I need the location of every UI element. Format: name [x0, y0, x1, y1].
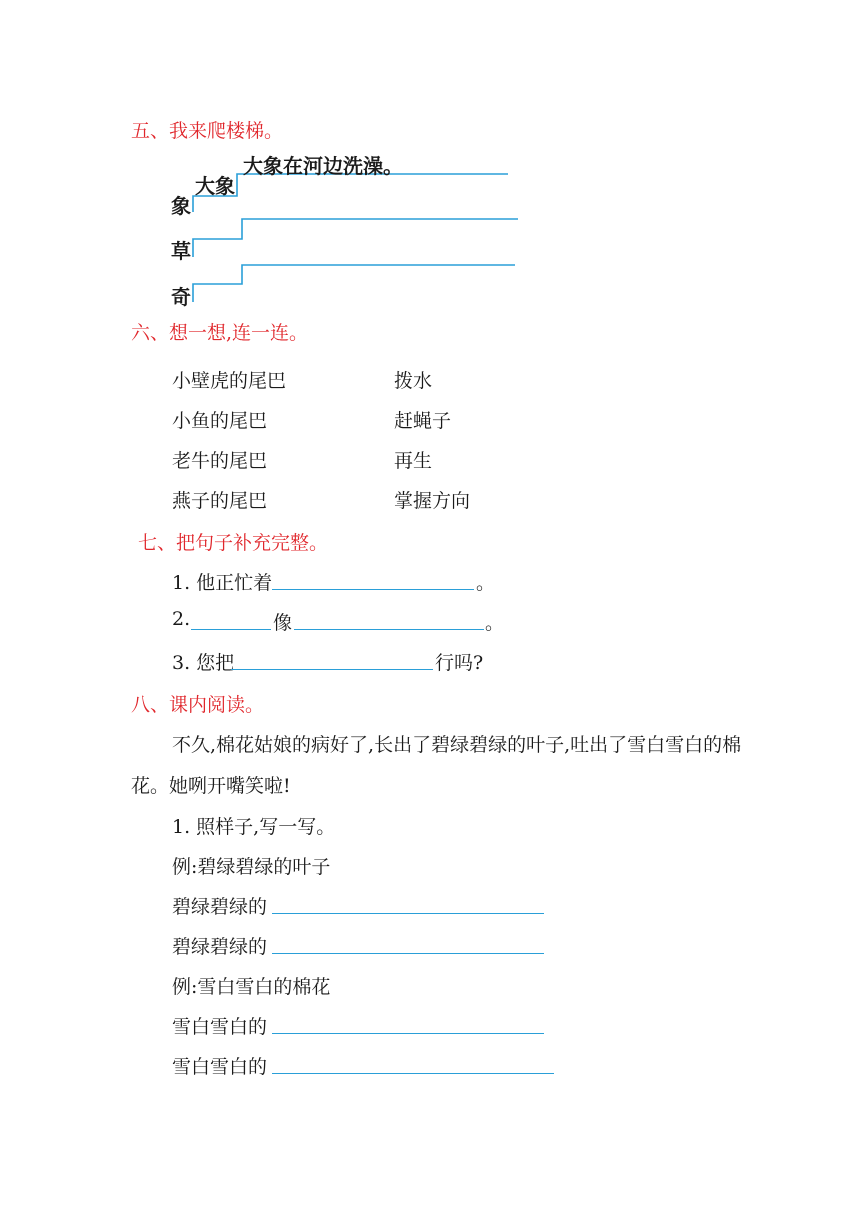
q3-blank[interactable]	[231, 669, 433, 670]
fill-a1-label: 碧绿碧绿的	[172, 896, 268, 918]
staircase-1-line	[193, 174, 508, 212]
match-left-4: 燕子的尾巴	[172, 490, 268, 512]
q1-prefix: 1. 他正忙着	[172, 572, 273, 594]
fill-a1-blank[interactable]	[272, 913, 544, 914]
q1-suffix: 。	[476, 572, 496, 594]
staircase-3-line	[193, 265, 515, 302]
staircase-2-line	[193, 219, 518, 257]
fill-b1-blank[interactable]	[272, 1033, 544, 1034]
q2-blank-1[interactable]	[191, 629, 271, 630]
match-right-1: 拨水	[394, 370, 433, 392]
stair1-step2-text: 大象	[195, 174, 235, 198]
q3-suffix: 行吗?	[435, 652, 484, 674]
q2-prefix: 2.	[172, 608, 191, 630]
match-left-3: 老牛的尾巴	[172, 450, 268, 472]
staircase-diagram	[0, 0, 860, 320]
match-right-2: 赶蝇子	[394, 410, 452, 432]
q2-suffix: 。	[485, 612, 505, 634]
fill-b1-label: 雪白雪白的	[172, 1016, 268, 1038]
match-left-1: 小壁虎的尾巴	[172, 370, 287, 392]
fill-a2-label: 碧绿碧绿的	[172, 936, 268, 958]
q2-blank-2[interactable]	[294, 629, 484, 630]
example-2: 例:雪白雪白的棉花	[172, 976, 331, 998]
section-5-heading: 五、我来爬楼梯。	[131, 120, 284, 142]
q2-middle: 像	[273, 612, 293, 634]
section-6-heading: 六、想一想,连一连。	[131, 322, 309, 344]
stair1-step1-text: 象	[171, 194, 191, 218]
stair2-step1-text: 草	[171, 239, 191, 263]
example-1: 例:碧绿碧绿的叶子	[172, 856, 331, 878]
match-left-2: 小鱼的尾巴	[172, 410, 268, 432]
fill-b2-blank[interactable]	[272, 1073, 554, 1074]
stair1-step3-text: 大象在河边洗澡。	[243, 154, 403, 178]
section-7-heading: 七、把句子补充完整。	[138, 532, 329, 554]
fill-a2-blank[interactable]	[272, 953, 544, 954]
stair3-step1-text: 奇	[171, 285, 191, 309]
section-8-heading: 八、课内阅读。	[131, 694, 265, 716]
q1-blank[interactable]	[272, 589, 474, 590]
task-instruction: 1. 照样子,写一写。	[172, 816, 336, 838]
passage-line-2: 花。她咧开嘴笑啦!	[131, 775, 291, 797]
match-right-3: 再生	[394, 450, 433, 472]
q3-prefix: 3. 您把	[172, 652, 235, 674]
fill-b2-label: 雪白雪白的	[172, 1056, 268, 1078]
passage-line-1: 不久,棉花姑娘的病好了,长出了碧绿碧绿的叶子,吐出了雪白雪白的棉	[172, 734, 742, 756]
match-right-4: 掌握方向	[394, 490, 471, 512]
